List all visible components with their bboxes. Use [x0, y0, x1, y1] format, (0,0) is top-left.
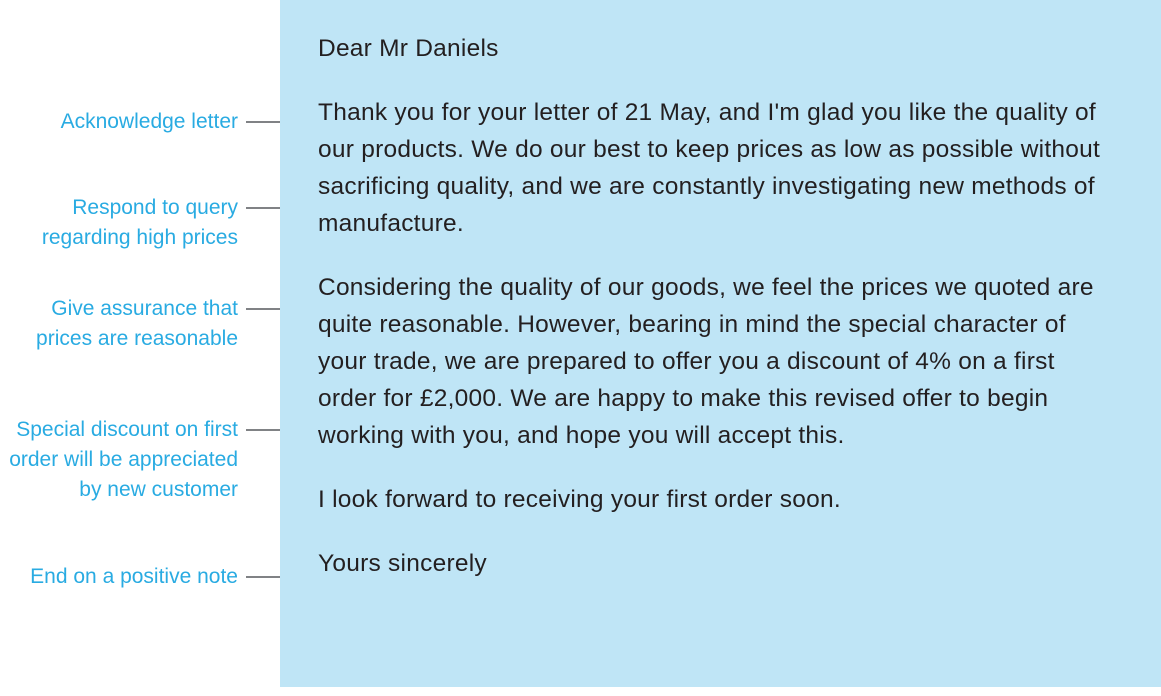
- letter-closing: Yours sincerely: [318, 550, 487, 577]
- letter-salutation: Dear Mr Daniels: [318, 35, 499, 62]
- annotation-special-discount: [0, 415, 300, 505]
- annotation-label: End on a positive note: [30, 565, 238, 588]
- spacer: [318, 518, 1118, 545]
- annotation-label: Acknowledge letter: [60, 110, 238, 133]
- letter-panel: [280, 0, 1161, 687]
- letter-paragraph-1: Thank you for your letter of 21 May, and I'm glad you like the quality of our products. We do our best to keep prices as low as possible without sacrificing quality, and we are constantly investigating new methods of manufacture.: [318, 99, 1101, 237]
- annotation-give-assurance: [0, 294, 300, 354]
- annotation-respond-to-query: [0, 193, 300, 253]
- spacer: [318, 454, 1118, 481]
- spacer: [318, 242, 1118, 269]
- annotation-positive-note: [0, 562, 300, 592]
- letter-paragraph-2: Considering the quality of our goods, we feel the prices we quoted are quite reasonable. However, bearing in mind the special character of your trade, we are prepared to offer you a discount of 4% on a first order for £2,000. We are happy to make this revised offer to begin working with you, and hope you will accept this.: [318, 274, 1094, 449]
- spacer: [318, 67, 1118, 94]
- annotation-label: Special discount on first order will be appreciated by new customer: [9, 418, 238, 501]
- annotation-acknowledge-letter: [0, 107, 300, 137]
- letter-body: [318, 30, 1118, 582]
- annotation-label: Give assurance that prices are reasonable: [36, 297, 238, 350]
- annotation-label: Respond to query regarding high prices: [41, 196, 238, 249]
- letter-paragraph-3: I look forward to receiving your first order soon.: [318, 486, 841, 513]
- annotation-column: [0, 0, 300, 696]
